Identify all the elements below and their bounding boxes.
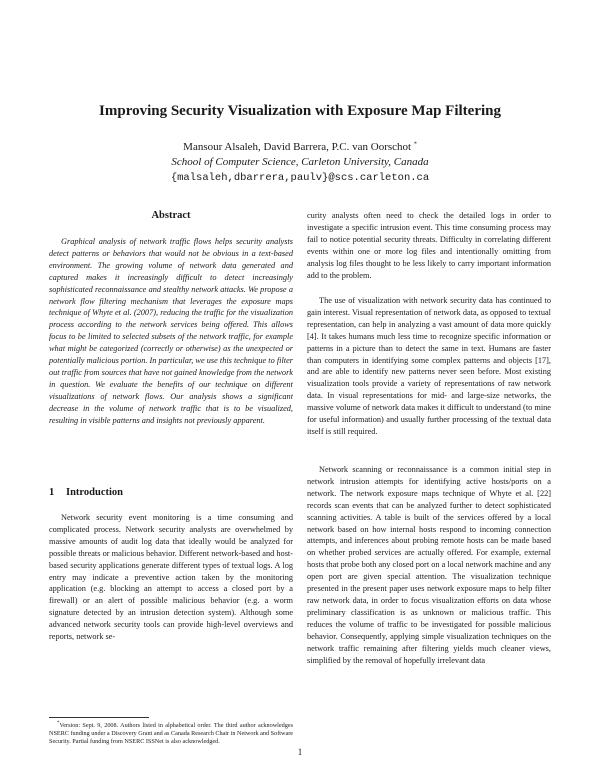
footnote-rule (49, 717, 149, 718)
author-list (0, 141, 600, 153)
abstract-body (49, 236, 293, 427)
paper-title: Improving Security Visualization with Exposure Map Filtering (99, 103, 501, 119)
section-title: Introduction (66, 487, 123, 498)
email-domain: @scs.carleton.ca (328, 172, 430, 184)
footnote (49, 720, 293, 746)
intro-paragraph-1-continued (307, 210, 551, 281)
author-names: Mansour Alsaleh, David Barrera, P.C. van Oorschot (183, 141, 412, 153)
intro-p2-text: The use of visualization with network security data has continued to gain interest. Visual representation of network data, as opposed to textual representation, can help in analyzing a vast amount of data more quickly [4]. It takes humans much less time to recognize specific information or patterns in a picture than to detect the same in text. Humans are faster than computers in identifying some complex patterns and objects [17], and are able to identify new patterns never seen before. Most existing visualization tools provide a variety of representations of raw network data. In visual representations for mid- and large-size networks, the massive volume of network data makes it difficult to understand (to mine for useful information) and usually further processing of the textual data itself is still required. (307, 296, 551, 436)
section-heading-introduction (49, 487, 123, 498)
intro-paragraph-2 (307, 295, 551, 438)
section-number: 1 (49, 487, 55, 498)
affiliation: School of Computer Science, Carleton University, Canada (171, 156, 429, 168)
intro-paragraph-1 (49, 512, 293, 643)
email-line (0, 171, 600, 184)
author-footnote-mark: * (413, 141, 417, 148)
footnote-text: Version: Sept. 9, 2008. Authors listed in alphabetical order. The third author acknowledges NSERC funding under a Discovery Grant and as Canada Research Chair in Network and Software Security. Partial funding from NSERC ISSNet is also acknowledged. (49, 722, 293, 746)
intro-paragraph-3 (307, 464, 551, 666)
intro-p1-text: Network security event monitoring is a time consuming and complicated process. Network security analysts are overwhelmed by massive amounts of audit log data that ideally would be analyzed for possible threats or malicious behavior. Different network-based and host-based security applications generate different types of textual logs. A log entry may indicate a preventive action taken by the monitoring application (e.g. blocking an attempt to access a closed port by a firewall) or an alert of possible malicious behavior (e.g. a worm signature detected by an intrusion detection system). Although some advanced network security tools can provide high-level overviews and reports, network se- (49, 513, 293, 642)
footnote-mark: * (57, 721, 60, 726)
email-usernames: {malsaleh,dbarrera,paulv} (170, 172, 329, 184)
page-number: 1 (297, 747, 303, 757)
intro-p3-text: Network scanning or reconnaissance is a common initial step in network intrusion attempts for identifying active hosts/ports on a network. The network exposure maps technique of Whyte et al. [22] records scan events that can be analyzed further to detect sophisticated scanning activities. A table is built of the services offered by a local network based on how internal hosts respond to incoming connection attempts, and inferences about probing remote hosts can be made based on whether probed services are actually offered. For example, external hosts that probe both any closed port on a local network machine and any open port are given special attention. The visualization technique presented in the present paper uses network exposure maps to help filter raw network data, in order to focus visualization efforts on data whose preliminary classification is as unknown or malicious traffic. This reduces the volume of traffic to be investigated for possible malicious behavior. Consequently, applying simple visualization techniques on the network traffic remaining after filtering yields much cleaner views, simplified by the removal of hopefully irrelevant data (307, 465, 552, 665)
abstract-heading: Abstract (151, 210, 191, 221)
intro-p1-cont-text: curity analysts often need to check the detailed logs in order to investigate a specific intrusion event. This time consuming process may fail to notice potential security threats. Difficulty in correlating different events within one or more log files and intentionally omitting from analysis log files thought to be less likely to carry important information add to the problem. (307, 211, 551, 280)
abstract-text: Graphical analysis of network traffic flows helps security analysts detect patterns or behaviors that would not be obvious in a text-based environment. The growing volume of network data generated and captured makes it increasingly difficult to detect increasingly sophisticated reconnaissance and stealthy network attacks. We propose a network flow filtering mechanism that leverages the exposure maps technique of Whyte et al. (2007), reducing the traffic for the visualization process according to the network services being offered. This allows focus to be limited to selected subsets of the network traffic, for example what might be categorized (correctly or otherwise) as the unexpected or potentially malicious portion. In particular, we use this technique to filter out traffic from sources that have not gained knowledge from the network in question. We evaluate the benefits of our technique on different visualizations of network flows. Our analysis shows a significant decrease in the volume of network traffic that is to be visualized, resulting in visible patterns and insights not previously apparent. (49, 237, 293, 425)
